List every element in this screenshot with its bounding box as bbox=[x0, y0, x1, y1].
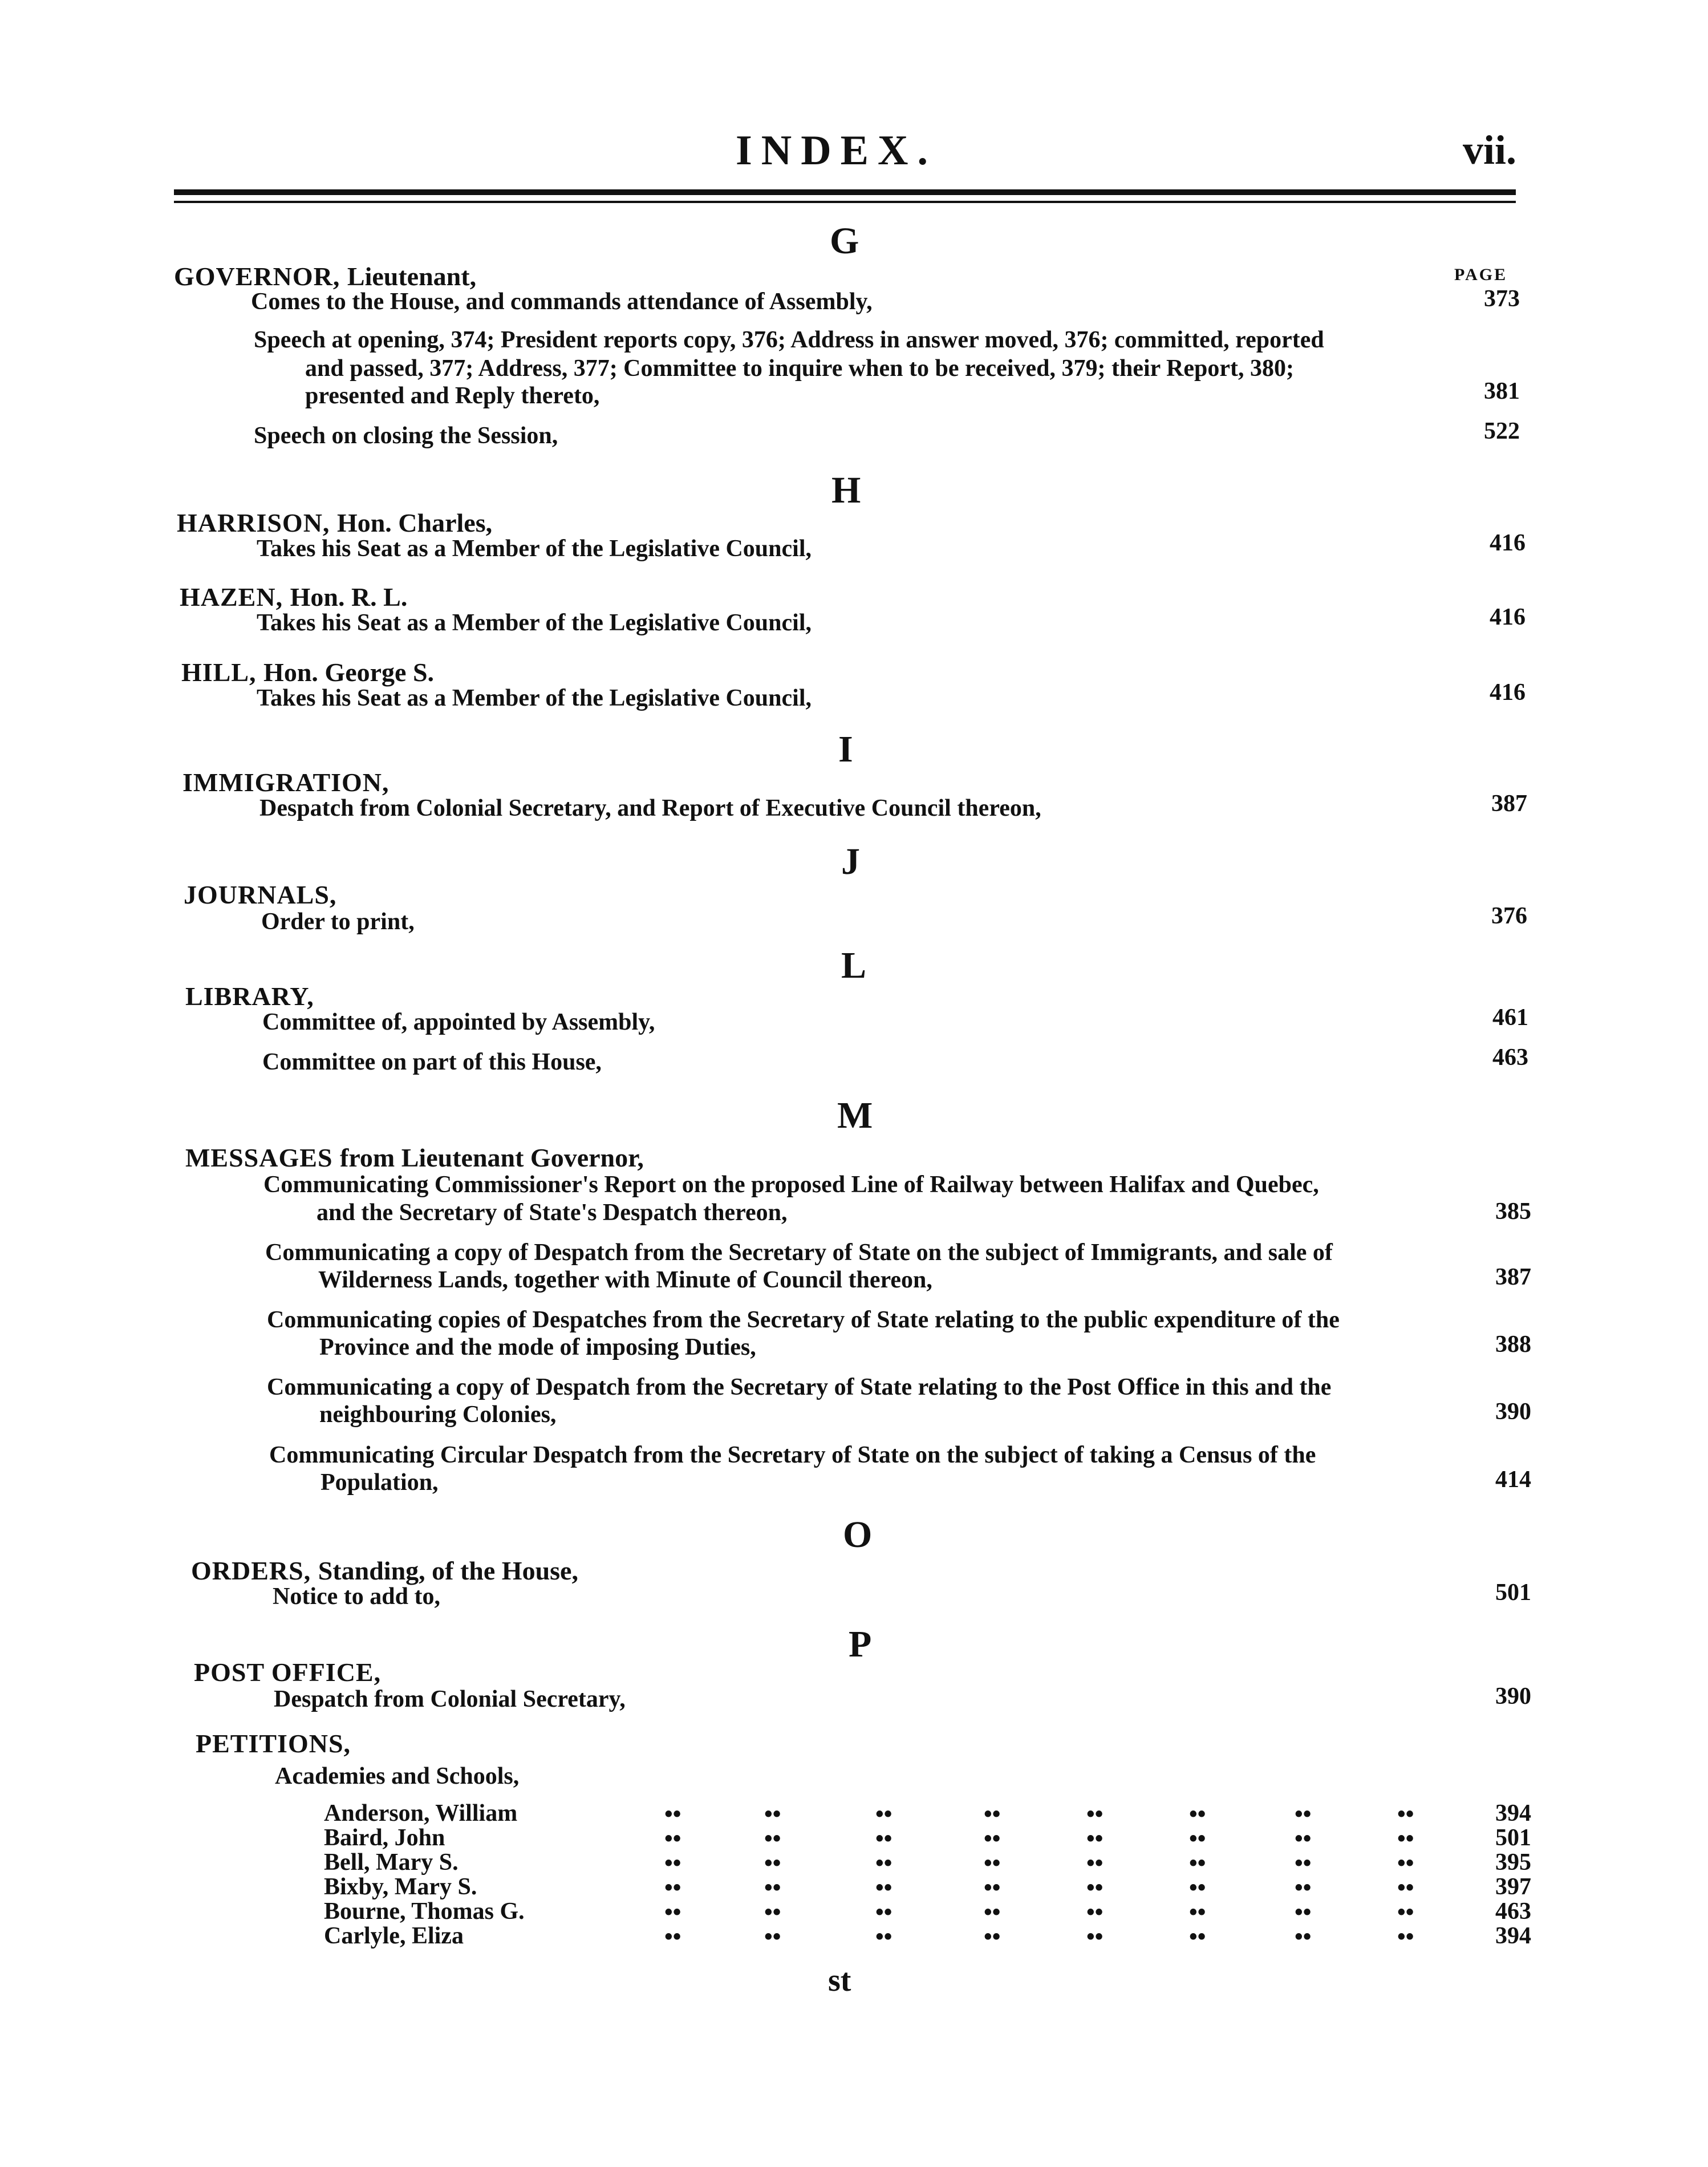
heading-subtext: Hon. Charles, bbox=[336, 508, 493, 537]
dot-leader: •• bbox=[664, 1801, 681, 1828]
entry-heading-orders bbox=[191, 1556, 578, 1586]
section-letter-l: L bbox=[841, 945, 867, 986]
entry-page: 416 bbox=[1490, 530, 1526, 556]
heading-subtext: Standing, of the House, bbox=[318, 1556, 578, 1585]
dot-leader: •• bbox=[984, 1801, 1001, 1828]
entry-text-line: and passed, 377; Address, 377; Committee to inquire when to be received, 379; their Report, 380; bbox=[305, 355, 1294, 382]
dot-leader: •• bbox=[764, 1899, 781, 1926]
entry-text-line: Communicating Circular Despatch from the Secretary of State on the subject of taking a Census of the bbox=[269, 1442, 1316, 1468]
entry-page: 463 bbox=[1492, 1044, 1528, 1071]
entry-text-line: Communicating a copy of Despatch from the Secretary of State on the subject of Immigrants, and sale of bbox=[265, 1240, 1333, 1266]
dot-leader: •• bbox=[1295, 1899, 1312, 1926]
entry-text-line: Wilderness Lands, together with Minute of Council thereon, bbox=[318, 1267, 932, 1293]
dot-leader: •• bbox=[984, 1875, 1001, 1901]
dot-leader: •• bbox=[1189, 1801, 1206, 1828]
dot-leader: •• bbox=[1397, 1801, 1414, 1828]
entry-page: 501 bbox=[1495, 1579, 1531, 1606]
petition-page: 394 bbox=[1495, 1800, 1531, 1826]
entry-text: Despatch from Colonial Secretary, bbox=[274, 1686, 626, 1712]
entry-text-line: and the Secretary of State's Despatch thereon, bbox=[317, 1200, 788, 1226]
entry-text: Committee of, appointed by Assembly, bbox=[262, 1009, 655, 1035]
petition-name: Bourne, Thomas G. bbox=[324, 1898, 525, 1925]
dot-leader: •• bbox=[764, 1875, 781, 1901]
heading-text: HARRISON, bbox=[177, 508, 330, 537]
dot-leader: •• bbox=[764, 1850, 781, 1877]
dot-leader: •• bbox=[1086, 1850, 1103, 1877]
dot-leader: •• bbox=[984, 1899, 1001, 1926]
entry-page: 522 bbox=[1484, 418, 1520, 444]
entry-page: 461 bbox=[1492, 1004, 1528, 1031]
dot-leader: •• bbox=[1189, 1826, 1206, 1852]
heading-subtext: Hon. George S. bbox=[263, 658, 435, 687]
dot-leader: •• bbox=[1295, 1826, 1312, 1852]
entry-heading-harrison bbox=[177, 508, 492, 538]
entry-page: 376 bbox=[1491, 903, 1527, 929]
dot-leader: •• bbox=[984, 1924, 1001, 1950]
dot-leader: •• bbox=[1086, 1801, 1103, 1828]
petition-page: 463 bbox=[1495, 1898, 1531, 1925]
dot-leader: •• bbox=[1295, 1924, 1312, 1950]
entry-heading-hill bbox=[181, 657, 434, 687]
entry-text: Takes his Seat as a Member of the Legislative Council, bbox=[257, 536, 812, 562]
dot-leader: •• bbox=[1397, 1875, 1414, 1901]
dot-leader: •• bbox=[875, 1924, 892, 1950]
dot-leader: •• bbox=[764, 1801, 781, 1828]
petition-name: Baird, John bbox=[324, 1825, 445, 1851]
dot-leader: •• bbox=[984, 1826, 1001, 1852]
entry-heading-governor bbox=[174, 261, 476, 291]
entry-page: 385 bbox=[1495, 1198, 1531, 1225]
entry-text-line: Province and the mode of imposing Duties, bbox=[319, 1334, 756, 1360]
dot-leader: •• bbox=[875, 1875, 892, 1901]
entry-text: Committee on part of this House, bbox=[262, 1049, 602, 1075]
heading-text: GOVERNOR, bbox=[174, 262, 340, 291]
petition-page: 394 bbox=[1495, 1923, 1531, 1949]
entry-text-line: Communicating Commissioner's Report on the proposed Line of Railway between Halifax and Quebec, bbox=[263, 1172, 1319, 1198]
entry-text: Order to print, bbox=[261, 909, 415, 935]
heading-text: HAZEN, bbox=[180, 582, 283, 611]
entry-page: 387 bbox=[1495, 1264, 1531, 1290]
dot-leader: •• bbox=[875, 1850, 892, 1877]
dot-leader: •• bbox=[664, 1826, 681, 1852]
dot-leader: •• bbox=[1086, 1826, 1103, 1852]
dot-leader: •• bbox=[1189, 1850, 1206, 1877]
section-letter-j: J bbox=[841, 841, 860, 882]
entry-heading-journals: JOURNALS, bbox=[184, 880, 337, 909]
entry-heading-library: LIBRARY, bbox=[185, 982, 314, 1011]
page-number: vii. bbox=[1463, 127, 1517, 173]
dot-leader: •• bbox=[984, 1850, 1001, 1877]
entry-page: 414 bbox=[1495, 1467, 1531, 1493]
heading-subtext: Hon. R. L. bbox=[290, 582, 408, 611]
entry-text-line: neighbouring Colonies, bbox=[319, 1402, 557, 1428]
dot-leader: •• bbox=[664, 1875, 681, 1901]
dot-leader: •• bbox=[875, 1801, 892, 1828]
signature-mark: st bbox=[828, 1963, 851, 1998]
heading-text: HILL, bbox=[181, 658, 257, 687]
dot-leader: •• bbox=[1189, 1924, 1206, 1950]
entry-page: 390 bbox=[1495, 1399, 1531, 1425]
section-letter-m: M bbox=[837, 1095, 873, 1136]
dot-leader: •• bbox=[1189, 1899, 1206, 1926]
dot-leader: •• bbox=[764, 1826, 781, 1852]
dot-leader: •• bbox=[875, 1826, 892, 1852]
dot-leader: •• bbox=[1295, 1850, 1312, 1877]
heading-text: ORDERS, bbox=[191, 1556, 311, 1585]
entry-text-line: Speech at opening, 374; President reports copy, 376; Address in answer moved, 376; committed, reported bbox=[254, 327, 1324, 353]
dot-leader: •• bbox=[1397, 1850, 1414, 1877]
entry-text-line: Communicating a copy of Despatch from the Secretary of State relating to the Post Office in this and the bbox=[267, 1374, 1332, 1400]
header-rule-thin bbox=[174, 201, 1516, 203]
dot-leader: •• bbox=[664, 1924, 681, 1950]
dot-leader: •• bbox=[764, 1924, 781, 1950]
entry-text-line: Population, bbox=[320, 1469, 439, 1496]
petition-name: Anderson, William bbox=[324, 1800, 518, 1826]
entry-text: Notice to add to, bbox=[273, 1583, 440, 1610]
page-column-label: PAGE bbox=[1454, 265, 1508, 284]
entry-page: 387 bbox=[1491, 791, 1527, 817]
dot-leader: •• bbox=[664, 1899, 681, 1926]
dot-leader: •• bbox=[1189, 1875, 1206, 1901]
header-rule-thick bbox=[174, 189, 1516, 195]
petition-page: 501 bbox=[1495, 1825, 1531, 1851]
entry-page: 381 bbox=[1484, 378, 1520, 404]
entry-page: 416 bbox=[1490, 679, 1526, 706]
heading-subtext: from Lieutenant Governor, bbox=[340, 1143, 644, 1172]
index-title: INDEX. bbox=[736, 127, 937, 174]
petition-name: Bixby, Mary S. bbox=[324, 1874, 477, 1900]
petition-name: Bell, Mary S. bbox=[324, 1849, 459, 1876]
petition-page: 395 bbox=[1495, 1849, 1531, 1876]
entry-page: 388 bbox=[1495, 1331, 1531, 1358]
entry-heading-hazen bbox=[180, 582, 407, 612]
heading-subtext: Lieutenant, bbox=[347, 262, 477, 291]
dot-leader: •• bbox=[664, 1850, 681, 1877]
dot-leader: •• bbox=[1397, 1924, 1414, 1950]
petition-name: Carlyle, Eliza bbox=[324, 1923, 464, 1949]
dot-leader: •• bbox=[1086, 1924, 1103, 1950]
entry-page: 373 bbox=[1484, 286, 1520, 312]
entry-heading-petitions: PETITIONS, bbox=[196, 1729, 351, 1758]
section-letter-p: P bbox=[849, 1623, 872, 1665]
dot-leader: •• bbox=[875, 1899, 892, 1926]
entry-page: 416 bbox=[1490, 604, 1526, 630]
dot-leader: •• bbox=[1086, 1899, 1103, 1926]
section-letter-h: H bbox=[831, 469, 861, 511]
entry-text: Despatch from Colonial Secretary, and Report of Executive Council thereon, bbox=[259, 795, 1041, 821]
entry-heading-immigration: IMMIGRATION, bbox=[182, 768, 390, 797]
dot-leader: •• bbox=[1086, 1875, 1103, 1901]
section-letter-i: I bbox=[838, 728, 853, 770]
entry-text: Comes to the House, and commands attendance of Assembly, bbox=[251, 289, 873, 315]
petition-page: 397 bbox=[1495, 1874, 1531, 1900]
section-letter-g: G bbox=[830, 220, 859, 262]
dot-leader: •• bbox=[1295, 1801, 1312, 1828]
entry-heading-post-office: POST OFFICE, bbox=[194, 1658, 382, 1687]
entry-heading-messages bbox=[185, 1143, 644, 1173]
entry-text: Speech on closing the Session, bbox=[254, 423, 558, 449]
dot-leader: •• bbox=[1295, 1875, 1312, 1901]
heading-text: MESSAGES bbox=[185, 1143, 333, 1172]
entry-text: Takes his Seat as a Member of the Legislative Council, bbox=[257, 685, 812, 711]
dot-leader: •• bbox=[1397, 1826, 1414, 1852]
dot-leader: •• bbox=[1397, 1899, 1414, 1926]
entry-text-line: presented and Reply thereto, bbox=[305, 383, 600, 409]
entry-page: 390 bbox=[1495, 1683, 1531, 1710]
entry-text-line: Communicating copies of Despatches from the Secretary of State relating to the public expenditure of the bbox=[267, 1307, 1340, 1333]
section-letter-o: O bbox=[843, 1514, 873, 1556]
entry-text: Takes his Seat as a Member of the Legislative Council, bbox=[257, 610, 812, 636]
entry-subheading: Academies and Schools, bbox=[275, 1763, 520, 1789]
